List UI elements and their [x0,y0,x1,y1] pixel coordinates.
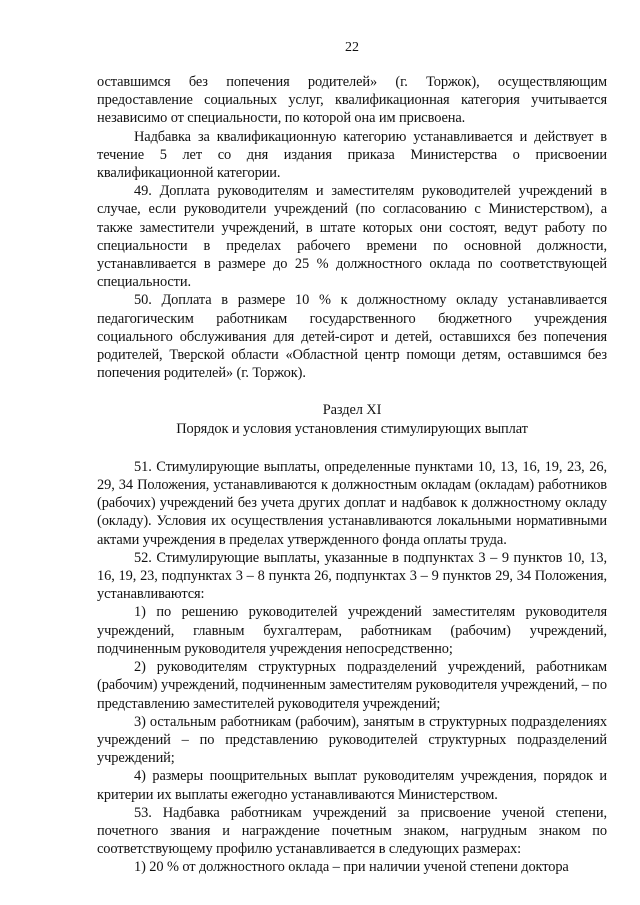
document-body [97,73,607,877]
document-page [97,0,607,905]
paragraph-item-52: 52. Стимулирующие выплаты, указанные в подпунктах 3 – 9 пунктов 10, 13, 16, 19, 23, подпунктах 3 – 8 пункта 26, подпунктах 3 – 9 пунктов 29, 34 Положения, устанавливаются: [97,549,607,603]
paragraph-item-53: 53. Надбавка работникам учреждений за присвоение ученой степени, почетного звания и награждение почетным знаком, нагрудным знаком по соответствующему профилю устанавливается в следующих размерах: [97,804,607,858]
section-title: Порядок и условия установления стимулирующих выплат [176,420,528,437]
paragraph-continuation: оставшимся без попечения родителей» (г. Торжок), осуществляющим предоставление социальных услуг, квалификационная категория учитывается независимо от специальности, по которой она им присвоена. [97,74,607,127]
paragraph-item-49: 49. Доплата руководителям и заместителям руководителей учреждений в случае, если руководители учреждений (по согласованию с Министерством), а также заместители учреждений, в штате которых они состоят, ведут работу по специальности в пределах рабочего времени по основной должности, устанавливается в размере до 25 % должностного оклада по соответствующей специальности. [97,183,607,291]
list-item-52-3: 3) остальным работникам (рабочим), занятым в структурных подразделениях учреждений – по представлению руководителей структурных подразделений учреждений; [97,713,607,767]
paragraph-qualification-bonus: Надбавка за квалификационную категорию устанавливается и действует в течение 5 лет со дня издания приказа Министерства о присвоении квалификационной категории. [97,128,607,182]
list-item-52-1: 1) по решению руководителей учреждений заместителям руководителя учреждений, главным бухгалтерам, работникам (рабочим) учреждений, подчиненным руководителя учреждения непосредственно; [97,604,607,657]
paragraph-item-50: 50. Доплата в размере 10 % к должностному окладу устанавливается педагогическим работникам государственного бюджетного учреждения социального обслуживания для детей-сирот и детей, оставшихся без попечения родителей, Тверской области «Областной центр помощи детям, оставшимся без попечения родителей» (г. Торжок). [97,292,607,382]
list-item-52-4: 4) размеры поощрительных выплат руководителям учреждения, порядок и критерии их выплаты ежегодно устанавливаются Министерством. [97,768,607,803]
paragraph-item-51: 51. Стимулирующие выплаты, определенные пунктами 10, 13, 16, 19, 23, 26, 29, 34 Положения, устанавливаются к должностным окладам (окладам) работников (рабочих) учреждений без учета других доплат и надбавок к должностному окладу (окладу). Условия их осуществления устанавливаются локальными нормативными актами учреждения в пределах утвержденного фонда оплаты труда. [97,458,607,548]
section-number: Раздел XI [322,402,382,419]
list-item-53-1: 1) 20 % от должностного оклада – при наличии ученой степени доктора [134,859,569,876]
list-item-52-2: 2) руководителям структурных подразделений учреждений, работникам (рабочим) учреждений, подчиненным заместителям руководителя учреждений, – по представлению заместителей руководителя учреждений; [97,659,607,712]
page-number: 22 [345,40,359,55]
